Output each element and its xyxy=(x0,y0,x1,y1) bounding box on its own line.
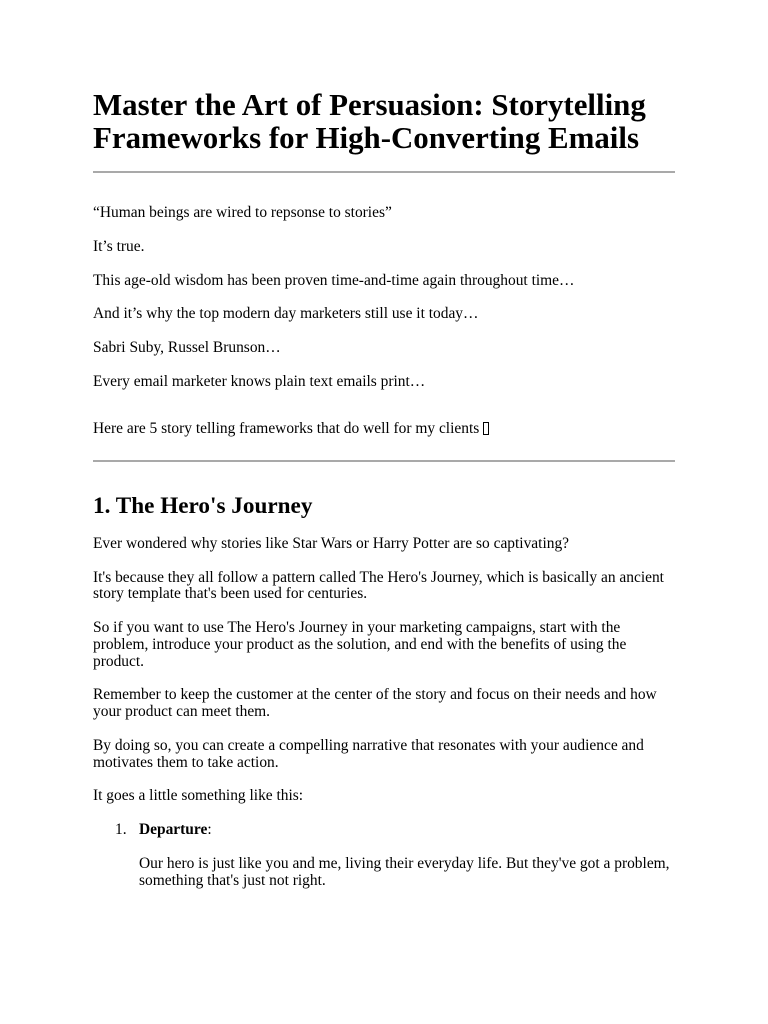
missing-glyph-icon xyxy=(483,422,489,435)
lead-in-paragraph xyxy=(93,421,673,438)
step-suffix: : xyxy=(207,821,212,839)
body-paragraph: So if you want to use The Hero's Journey in your marketing campaigns, start with the problem, introduce your product as the solution, and end with the benefits of using the product. xyxy=(93,619,627,670)
intro-quote: “Human beings are wired to repsonse to stories” xyxy=(93,204,392,221)
body-paragraph: Remember to keep the customer at the center of the story and focus on their needs and how your product can meet them. xyxy=(93,686,657,721)
document-body xyxy=(93,88,673,889)
step-title xyxy=(115,821,701,839)
steps-list xyxy=(93,822,673,889)
body-paragraph: By doing so, you can create a compelling narrative that resonates with your audience and motivates them to take action. xyxy=(93,736,644,771)
intro-paragraph: It’s true. xyxy=(93,237,145,255)
step-term: Departure xyxy=(139,821,208,839)
intro-paragraph: This age-old wisdom has been proven time-and-time again throughout time… xyxy=(93,271,575,289)
divider xyxy=(93,171,675,173)
divider xyxy=(93,460,675,462)
document-title: Master the Art of Persuasion: Storytelling Frameworks for High-Converting Emails xyxy=(93,87,646,155)
body-paragraph: It's because they all follow a pattern called The Hero's Journey, which is basically an ancient story template that's been used for centuries. xyxy=(93,568,664,603)
intro-paragraph: And it’s why the top modern day marketers still use it today… xyxy=(93,305,479,323)
step-description: Our hero is just like you and me, living their everyday life. But they've got a problem, something that's just not right. xyxy=(139,855,670,889)
step-item xyxy=(115,821,701,889)
intro-paragraph: Sabri Suby, Russel Brunson… xyxy=(93,339,281,357)
section-heading: 1. The Hero's Journey xyxy=(93,493,313,520)
body-paragraph: It goes a little something like this: xyxy=(93,787,304,805)
body-paragraph: Ever wondered why stories like Star Wars or Harry Potter are so captivating? xyxy=(93,534,570,552)
intro-paragraph: Every email marketer knows plain text emails print… xyxy=(93,372,426,390)
step-marker: 1. xyxy=(115,821,127,839)
lead-in-text: Here are 5 story telling frameworks that do well for my clients xyxy=(93,419,480,437)
